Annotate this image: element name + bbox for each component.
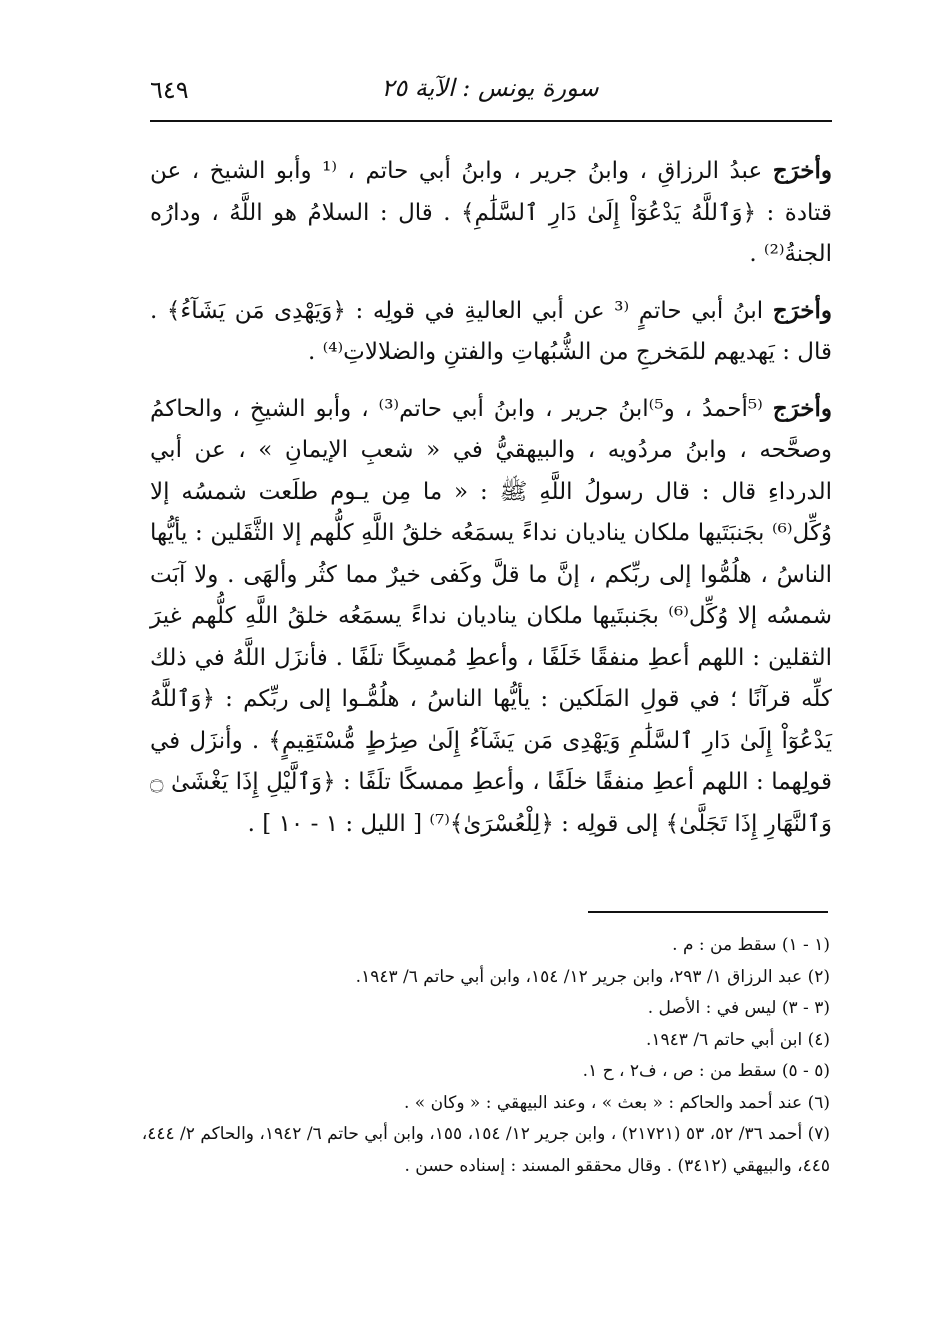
footnote-6: (٦) عند أحمد والحاكم : « بعث » ، وعند البيهقي : « وكان » . (403, 1092, 830, 1113)
paragraph-lead: وأخرَج (772, 296, 832, 324)
paragraph-text: ⁽⁵أحمدُ ، و⁵⁾ابنُ جرير ، وابنُ أبي حاتم⁽³⁾ ، وأبو الشيخِ ، والحاكمُ وصحَّحه ، وابنُ مردُويه ، والبيهقيُّ في « شعبِ الإيمانِ » ، عن أبي الدرداءِ قال : قال رسولُ اللَّهِ ﷺ : « ما مِن يـوم طلَعت شمسُه إلا وُكِّل⁽⁶⁾ بجَنبَتَيها ملكان يناديان نداءً يسمَعُه خلقُ اللَّهِ كلُّهم إلا الثَّقَلين : يأيُّها الناسُ ، هلُمُّوا إلى ربِّكم ، إنَّ ما قلَّ وكَفى خيرٌ مما كثُر وألهَى . ولا آبَت شمسُه إلا وُكِّل⁽⁶⁾ بجَنبتَيها ملكان يناديان نداءً يسمَعُه خلقُ اللَّهِ كلُّهم غيرَ الثقلين : اللهم أعطِ منفقًا خَلَفًا ، وأعطِ مُمسِكًا تلَفًا . فأنزَل اللَّهُ في ذلك كلِّه قرآنًا ؛ في قولِ المَلَكين : يأيُّها الناسُ ، هلُمُّـوا إلى ربِّكم : ﴿وَٱللَّهُ يَدْعُوٓاْ إِلَىٰ دَارِ ٱلسَّلَٰمِ وَيَهْدِى مَن يَشَآءُ إِلَىٰ صِرَٰطٍ مُّسْتَقِيمٍ﴾ . وأنزَل في قولِهما : اللهم أعطِ منفقًا خلَفًا ، وأعطِ ممسكًا تلَفًا : ﴿وَٱلَّيْلِ إِذَا يَغْشَىٰ ۝ وَٱلنَّهَارِ إِذَا تَجَلَّىٰ﴾ إلى قولِه : ﴿لِلْعُسْرَىٰ﴾⁽⁷⁾ [ الليل : ١ - ١٠ ] . (150, 395, 833, 837)
page-header (150, 72, 830, 112)
main-text (150, 150, 832, 859)
footnotes (140, 930, 830, 1182)
paragraph-lead: وأخرَج (772, 157, 833, 184)
footnote-rule (588, 911, 828, 913)
footnote-3: (٣ - ٣) ليس في : الأصل . (647, 998, 830, 1018)
footnote-2: (٢) عبد الرزاق ١/ ٢٩٣، وابن جرير ١٢/ ١٥٤، وابن أبي حاتم ٦/ ١٩٤٣. (355, 966, 830, 987)
footnote-4: (٤) ابن أبي حاتم ٦/ ١٩٤٣. (645, 1029, 830, 1050)
header-rule (150, 120, 832, 122)
paragraph-1 (150, 150, 832, 276)
footnote-7: (٧) أحمد ٣٦/ ٥٢، ٥٣ (٢١٧٢١) ، وابن جرير ١٢/ ١٥٤، ١٥٥، وابن أبي حاتم ٦/ ١٩٤٢، والحاكم ٢/ ٤٤٤، ٤٤٥، والبيهقي (٣٤١٢) . وقال محققو المسند : إسناده حسن . (141, 1124, 830, 1176)
paragraph-2 (150, 290, 832, 374)
paragraph-text: عبدُ الرزاقِ ، وابنُ جرير ، وابنُ أبي حاتم ، ⁽¹ وأبو الشيخ ، عن قتادة : ﴿وَٱللَّهُ يَدْعُوٓاْ إِلَىٰ دَارِ ٱلسَّلَٰمِ﴾ . قال : السلامُ هو اللَّهُ ، ودارُه الجنةُ⁽²⁾ . (150, 158, 832, 267)
paragraph-lead: وأخرَج (772, 394, 832, 422)
page-number: ٦٤٩ (150, 76, 189, 104)
paragraph-text: ابنُ أبي حاتمٍ ⁽³ عن أبي العاليةِ في قولِه : ﴿وَيَهْدِى مَن يَشَآءُ﴾ . قال : يَهديهم للمَخرجِ من الشُّبُهاتِ والفتنِ والضلالاتِ⁽⁴⁾ . (150, 297, 832, 365)
footnote-1: (١ - ١) سقط من : م . (672, 935, 830, 955)
footnote-5: (٥ - ٥) سقط من : ص ، ف٢ ، ح ١. (582, 1061, 830, 1081)
running-title: سورة يونس : الآية ٢٥ (381, 74, 599, 102)
paragraph-3 (150, 388, 832, 846)
